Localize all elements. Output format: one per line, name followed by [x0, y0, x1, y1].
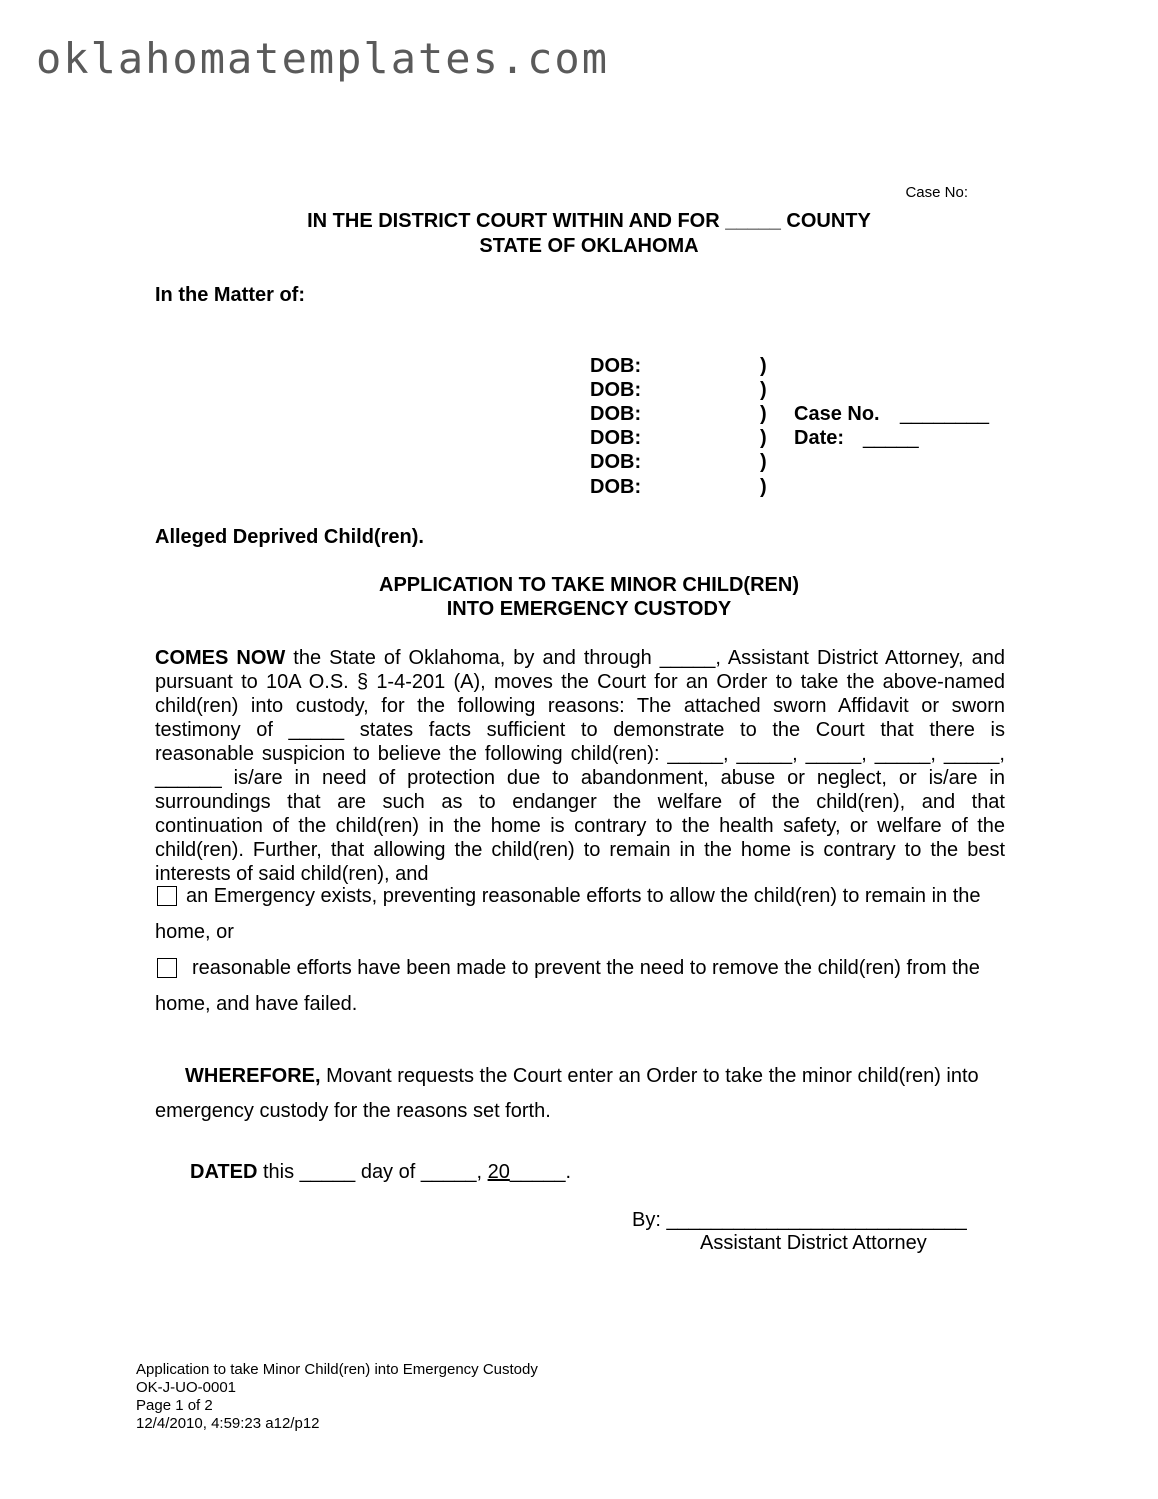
option1-line2: home, or: [155, 921, 234, 943]
date-label: Date:: [794, 427, 845, 449]
body-line-3: child(ren) into custody, for the following reasons: The attached sworn Affidavit or sworn: [155, 695, 1005, 717]
body-line-1: [155, 646, 1005, 670]
wherefore-line1: [185, 1065, 979, 1088]
body-line-2: pursuant to 10A O.S. § 1-4-201 (A), moves the Court for an Order to take the above-named: [155, 671, 1005, 693]
case-number-label: Case No.: [794, 403, 880, 425]
court-header-line2: STATE OF OKLAHOMA: [479, 235, 699, 257]
wherefore-text: Movant requests the Court enter an Order to take the minor child(ren) into: [320, 1065, 979, 1087]
dated-line: [190, 1161, 571, 1184]
body-line-7: surroundings that are such as to endanger the welfare of the child(ren), and that: [155, 791, 1005, 813]
dated-tail: _____.: [509, 1161, 572, 1183]
body-line-10: interests of said child(ren), and: [155, 863, 429, 885]
dob-label-2: DOB:: [590, 379, 642, 401]
page-footer: [136, 1361, 538, 1433]
signature-line[interactable]: By: ___________________________: [632, 1209, 967, 1231]
option1-line1: an Emergency exists, preventing reasonable efforts to allow the child(ren) to remain in the: [186, 885, 981, 907]
body-line-5: reasonable suspicion to believe the following child(ren): _____, _____, _____, _____, _____,: [155, 743, 1005, 765]
dated-bold: DATED: [190, 1161, 258, 1183]
body-line-9: child(ren). Further, that allowing the child(ren) to remain in the home is contrary to the best: [155, 839, 1005, 861]
footer-form-title: Application to take Minor Child(ren) into Emergency Custody: [136, 1361, 538, 1378]
option2-line2: home, and have failed.: [155, 993, 358, 1015]
court-header-line1: IN THE DISTRICT COURT WITHIN AND FOR _____ COUNTY: [307, 210, 871, 232]
comes-now: COMES NOW: [155, 647, 286, 669]
wherefore-bold: WHEREFORE,: [185, 1065, 321, 1087]
signature-title: Assistant District Attorney: [700, 1232, 927, 1254]
dob-label-3: DOB:: [590, 403, 642, 425]
footer-page-number: Page 1 of 2: [136, 1397, 213, 1414]
caption-paren-6: ): [760, 476, 767, 498]
option2-line1: reasonable efforts have been made to prevent the need to remove the child(ren) from the: [192, 957, 980, 979]
case-number-field[interactable]: ________: [900, 403, 989, 425]
caption-paren-1: ): [760, 355, 767, 377]
reasonable-efforts-checkbox[interactable]: [157, 958, 177, 978]
dob-label-4: DOB:: [590, 427, 642, 449]
body-line-1-text: the State of Oklahoma, by and through _____, Assistant District Attorney, and: [285, 647, 1005, 669]
caption-paren-2: ): [760, 379, 767, 401]
dated-text: this _____ day of _____,: [257, 1161, 488, 1183]
document-title-line2: INTO EMERGENCY CUSTODY: [446, 598, 732, 620]
footer-form-code: OK-J-UO-0001: [136, 1379, 237, 1396]
dob-label-1: DOB:: [590, 355, 642, 377]
caption-paren-5: ): [760, 451, 767, 473]
dob-label-5: DOB:: [590, 451, 642, 473]
case-number-label-top: Case No:: [905, 184, 968, 201]
body-line-6: ______ is/are in need of protection due to abandonment, abuse or neglect, or is/are in: [155, 767, 1005, 789]
footer-timestamp: 12/4/2010, 4:59:23 a12/p12: [136, 1415, 320, 1432]
caption-paren-4: ): [760, 427, 767, 449]
caption-paren-3: ): [760, 403, 767, 425]
emergency-exists-checkbox[interactable]: [157, 886, 177, 906]
matter-label: In the Matter of:: [155, 284, 305, 306]
alleged-deprived-children: Alleged Deprived Child(ren).: [155, 526, 424, 548]
date-field[interactable]: _____: [863, 427, 919, 449]
document-title-line1: APPLICATION TO TAKE MINOR CHILD(REN): [379, 574, 799, 596]
body-line-4: testimony of _____ states facts sufficient to demonstrate to the Court that there is: [155, 719, 1005, 741]
wherefore-line2: emergency custody for the reasons set forth.: [155, 1100, 551, 1122]
site-watermark: oklahomatemplates.com: [36, 34, 610, 83]
dated-year: 20: [487, 1161, 510, 1183]
body-line-8: continuation of the child(ren) in the home is contrary to the health safety, or welfare of the: [155, 815, 1005, 837]
body-paragraph: [155, 646, 1005, 886]
dob-label-6: DOB:: [590, 476, 642, 498]
